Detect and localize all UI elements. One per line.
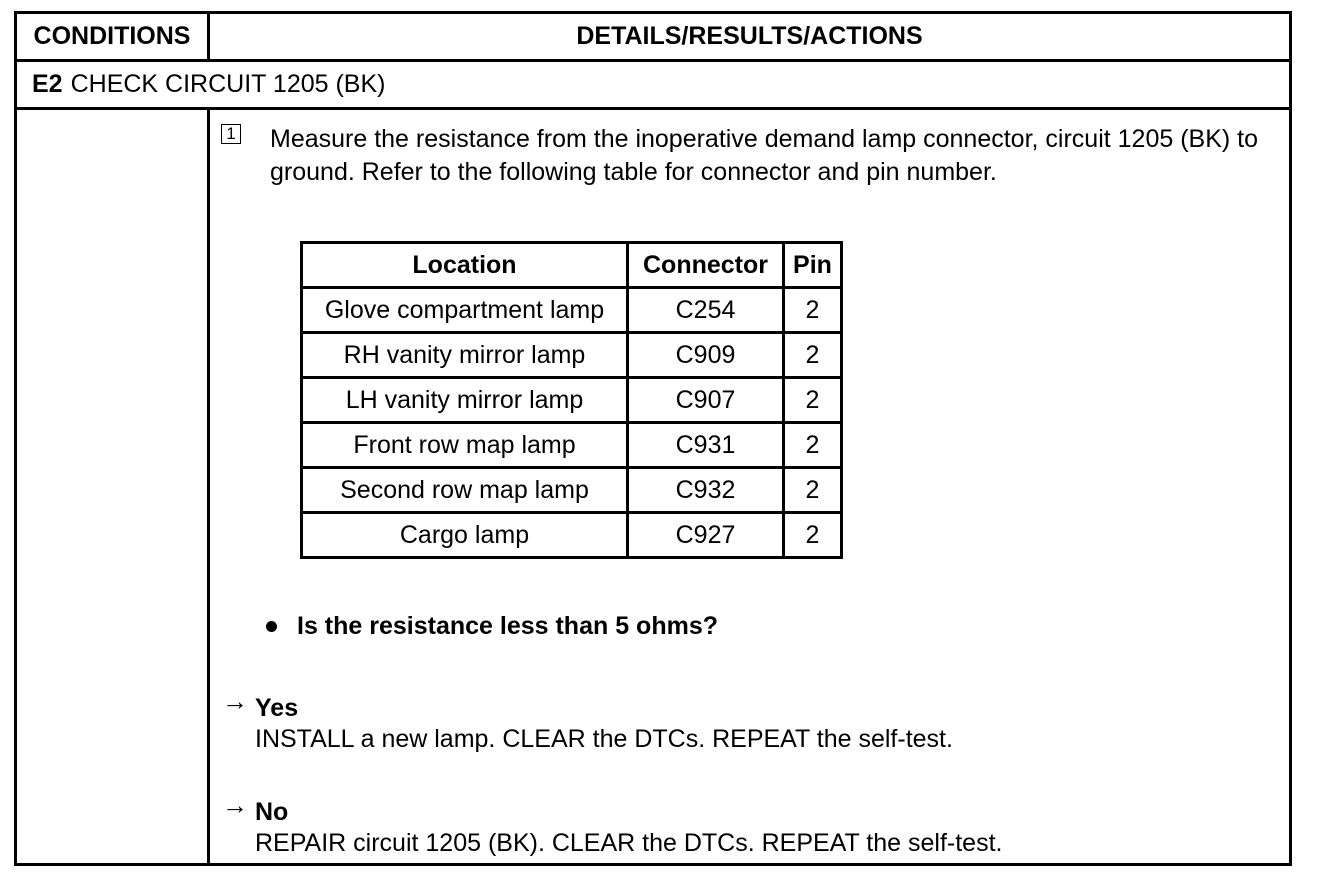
procedure-table bbox=[14, 11, 1292, 866]
location-cell: Glove compartment lamp bbox=[302, 288, 628, 333]
header-row bbox=[17, 14, 1289, 62]
instruction-text: Measure the resistance from the inoperative demand lamp connector, circuit 1205 (BK) to ground. Refer to the following table for connector and pin number. bbox=[270, 125, 1259, 186]
connector-column-header: Connector bbox=[628, 243, 784, 288]
pin-cell: 2 bbox=[784, 513, 842, 558]
location-column-header: Location bbox=[302, 243, 628, 288]
step-title: CHECK CIRCUIT 1205 (BK) bbox=[70, 70, 386, 98]
step-title-row bbox=[17, 62, 1289, 110]
bullet-icon bbox=[266, 621, 277, 632]
conditions-cell bbox=[17, 110, 210, 863]
location-cell: RH vanity mirror lamp bbox=[302, 333, 628, 378]
location-cell: Front row map lamp bbox=[302, 423, 628, 468]
pin-cell: 2 bbox=[784, 288, 842, 333]
table-row bbox=[302, 378, 842, 423]
answer-yes-action: INSTALL a new lamp. CLEAR the DTCs. REPEAT the self-test. bbox=[255, 725, 953, 753]
step-id: E2 bbox=[32, 70, 63, 98]
pin-cell: 2 bbox=[784, 423, 842, 468]
right-arrow-icon: → bbox=[222, 686, 248, 716]
connector-cell: C254 bbox=[628, 288, 784, 333]
location-cell: LH vanity mirror lamp bbox=[302, 378, 628, 423]
right-arrow-icon: → bbox=[222, 790, 248, 820]
connector-cell: C909 bbox=[628, 333, 784, 378]
table-row bbox=[302, 513, 842, 558]
connector-cell: C932 bbox=[628, 468, 784, 513]
location-cell: Second row map lamp bbox=[302, 468, 628, 513]
table-row bbox=[302, 423, 842, 468]
connector-cell: C931 bbox=[628, 423, 784, 468]
pin-cell: 2 bbox=[784, 468, 842, 513]
details-header: DETAILS/RESULTS/ACTIONS bbox=[576, 22, 923, 50]
answer-yes-label: Yes bbox=[255, 694, 299, 722]
table-row bbox=[302, 333, 842, 378]
conditions-header: CONDITIONS bbox=[17, 14, 210, 59]
answer-no-action: REPAIR circuit 1205 (BK). CLEAR the DTCs. REPEAT the self-test. bbox=[255, 829, 1003, 857]
pin-cell: 2 bbox=[784, 378, 842, 423]
substep-number-box: 1 bbox=[221, 124, 241, 144]
connector-pin-table bbox=[300, 241, 843, 559]
pin-column-header: Pin bbox=[784, 243, 842, 288]
connector-cell: C907 bbox=[628, 378, 784, 423]
table-row bbox=[302, 288, 842, 333]
details-cell bbox=[210, 110, 1289, 863]
question-text: Is the resistance less than 5 ohms? bbox=[297, 612, 718, 640]
table-row bbox=[302, 468, 842, 513]
question bbox=[266, 612, 718, 641]
location-cell: Cargo lamp bbox=[302, 513, 628, 558]
answer-no-label: No bbox=[255, 798, 289, 826]
table-header-row bbox=[302, 243, 842, 288]
connector-cell: C927 bbox=[628, 513, 784, 558]
pin-cell: 2 bbox=[784, 333, 842, 378]
